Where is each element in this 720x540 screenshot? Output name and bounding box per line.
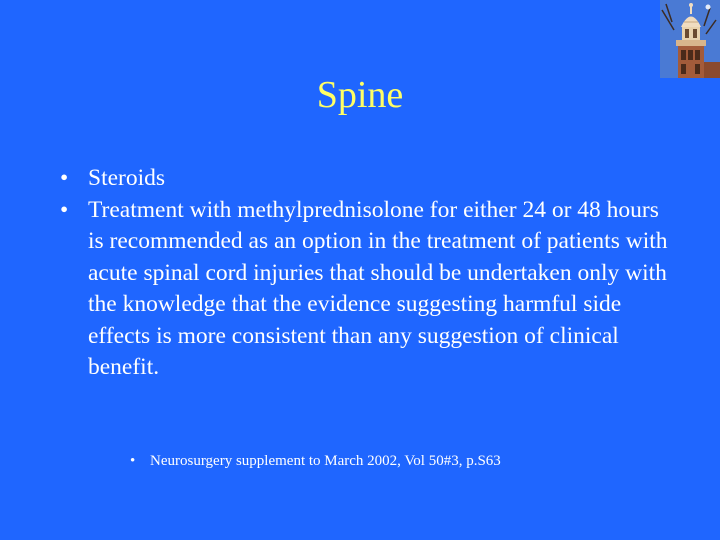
bullet-text: Treatment with methylprednisolone for either 24 or 48 hours is recommended as an option in the treatment of patients with acute spinal cord injuries that should be undertaken only with the knowledge that the evidence suggesting harmful side effects is more consistent than any suggestion of clinical benefit. xyxy=(88,196,668,380)
reference-item xyxy=(130,451,501,471)
bullet-text: Steroids xyxy=(88,165,166,191)
bell-tower-icon xyxy=(660,0,720,78)
bullet-marker: • xyxy=(60,196,69,223)
reference-text: Neurosurgery supplement to March 2002, Vol 50#3, p.S63 xyxy=(150,453,501,469)
reference-list xyxy=(130,451,501,471)
bullet-item-treatment xyxy=(60,195,680,384)
reference-marker: • xyxy=(130,453,136,469)
bullet-marker: • xyxy=(60,165,69,191)
bullet-list xyxy=(60,163,680,384)
slide-title: Spine xyxy=(316,74,404,116)
bullet-item-steroids xyxy=(60,163,680,195)
